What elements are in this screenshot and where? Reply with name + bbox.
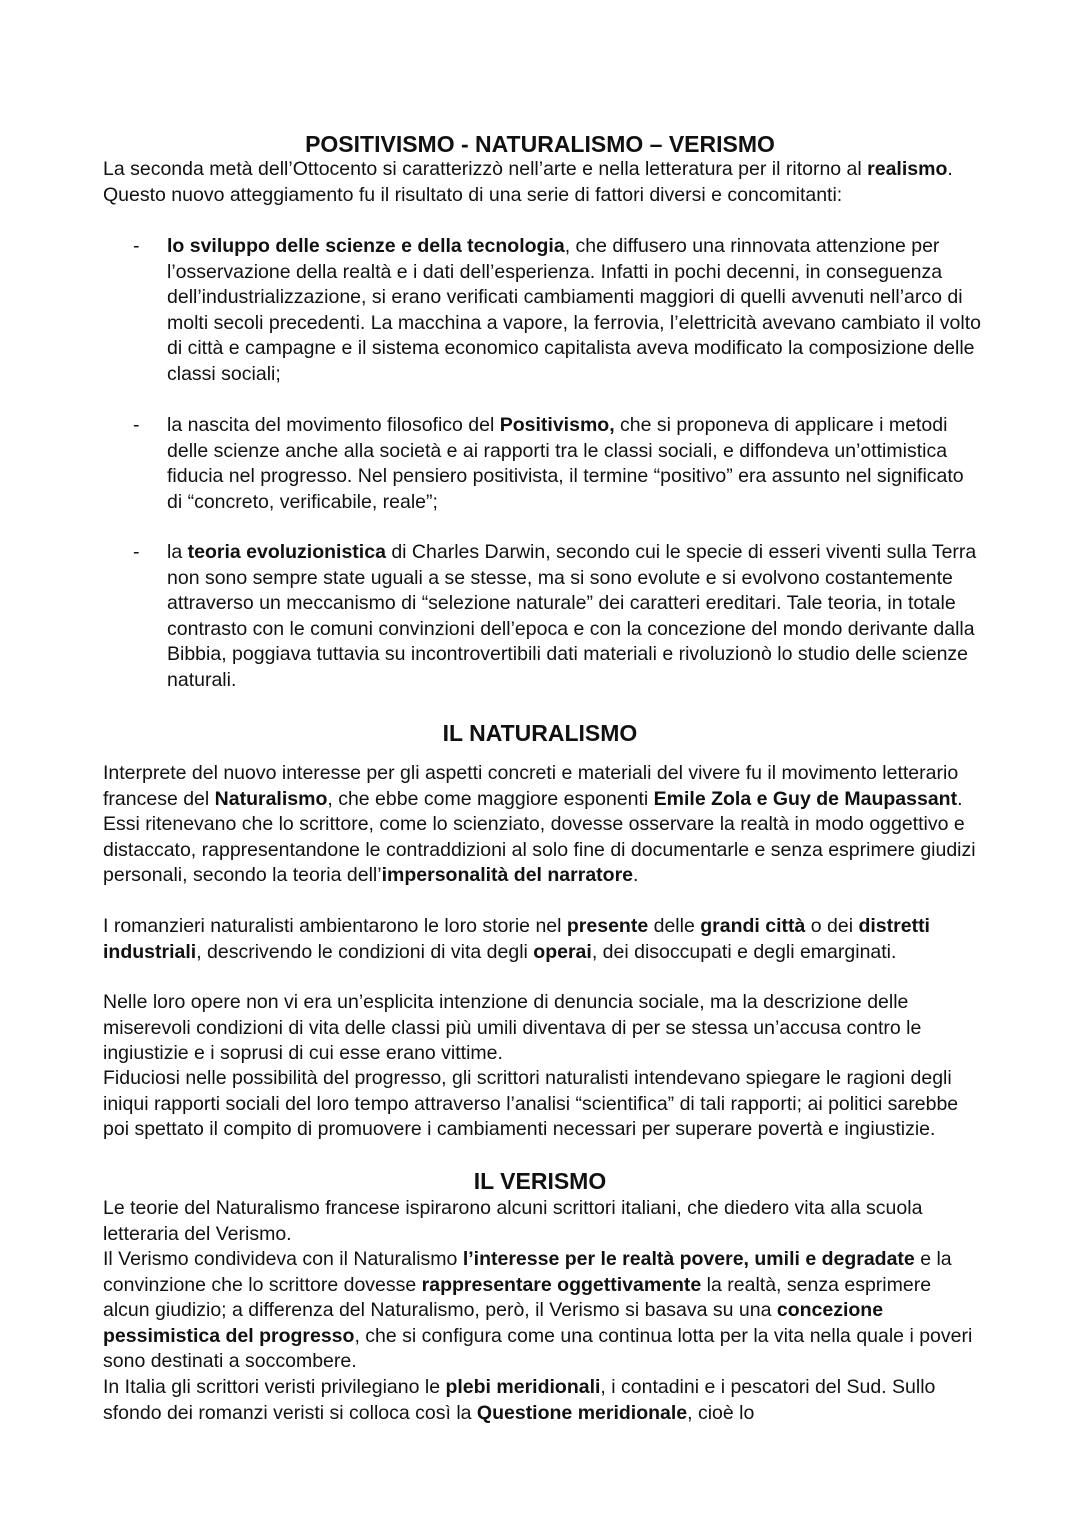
bullet-lead: la nascita del movimento filosofico del [167, 414, 500, 436]
naturalismo-paragraph-3: Nelle loro opere non vi era un’esplicita intenzione di denuncia sociale, ma la descrizione delle miserevoli condizioni di vita delle classi più umili diventava di per se stessa un’accusa contro le ingiustizie e i soprusi di cui esse erano vittime. [103, 991, 922, 1065]
bullet-text [167, 540, 983, 694]
text-run: , che ebbe come maggiore esponenti [327, 787, 654, 810]
bullet-body: di Charles Darwin, secondo cui le specie di esseri viventi sulla Terra non sono sempre state uguali a se stesse, ma si sono evolute e si evolvono costantemente attraverso un meccanismo di “selezione naturale” dei caratteri ereditari. Tale teoria, in totale contrasto con le comuni convinzioni dell’epoca e con la concezione del mondo derivante dalla Bibbia, poggiava tuttavia su incontrovertibili dati materiali e rivoluzionò lo studio delle scienze naturali. [167, 541, 977, 691]
bold-run: l’interesse per le realtà povere, umili e degradate [462, 1248, 915, 1270]
text-run: . Essi ritenevano che lo scrittore, come lo scienziato, dovesse osservare la realtà in modo oggettivo e distaccato, rappresentandone le contraddizioni al solo fine di documentarle e senza esprimere giudizi personali, secondo la teoria dell’ [103, 787, 976, 887]
bold-run: impersonalità del narratore [381, 864, 634, 887]
intro-text-2: . Questo nuovo atteggiamento fu il risultato di una serie di fattori diversi e concomitanti: [103, 158, 953, 206]
text-run: , che si configura come una continua lotta per la vita nella quale i poveri sono destinati a soccombere. [103, 1324, 973, 1373]
bold-run: concezione pessimistica del progresso [103, 1299, 884, 1347]
bullet-dash: - [133, 235, 140, 257]
text-run: , descrivendo le condizioni di vita degli [196, 940, 534, 963]
text-run: , dei disoccupati e degli emarginati. [591, 940, 897, 963]
text-run: Il Verismo condivideva con il Naturalismo [103, 1248, 463, 1270]
text-run: e la convinzione che lo scrittore dovesse [103, 1248, 952, 1296]
bold-run: presente [566, 915, 649, 937]
bold-run: Emile Zola e Guy de Maupassant [653, 787, 958, 810]
bullet-item-scienze [133, 234, 983, 388]
intro-paragraph [103, 157, 983, 208]
text-run: I romanzieri naturalisti ambientarono le loro storie nel [103, 915, 567, 937]
bullet-lead: la [167, 541, 188, 563]
section-heading-verismo: IL VERISMO [473, 1168, 607, 1194]
bullet-dash: - [133, 541, 140, 563]
section-heading-naturalismo: IL NATURALISMO [442, 720, 638, 746]
text-run: . [633, 864, 639, 887]
document-title: POSITIVISMO - NATURALISMO – VERISMO [305, 131, 775, 157]
naturalismo-paragraph-2 [103, 914, 983, 965]
text-run: Interprete del nuovo interesse per gli aspetti concreti e materiali del vivere fu il movimento letterario francese del [103, 762, 959, 810]
intro-bold-realismo: realismo [867, 158, 948, 180]
intro-text-1: La seconda metà dell’Ottocento si caratterizzò nell’arte e nella letteratura per il ritorno al [103, 158, 868, 180]
bold-run: operai [533, 940, 592, 963]
bullet-bold: Positivismo, [499, 414, 615, 436]
text-run: , cioè lo [687, 1401, 755, 1424]
text-run: In Italia gli scrittori veristi privilegiano le [103, 1376, 446, 1398]
bullet-item-positivismo [133, 413, 983, 515]
bullet-dash: - [133, 414, 140, 436]
naturalismo-paragraph-4: Fiduciosi nelle possibilità del progresso, gli scrittori naturalisti intendevano spiegare le ragioni degli iniqui rapporti sociali del loro tempo attraverso l’analisi “scientifica” di tali rapporti; ai politici sarebbe poi spettato il compito di promuovere i cambiamenti necessari per superare povertà e ingiustizie. [103, 1067, 959, 1141]
bullet-text [167, 413, 983, 515]
bold-run: Naturalismo [214, 787, 328, 810]
naturalismo-paragraph-1 [103, 761, 983, 889]
bullet-bold: teoria evoluzionistica [187, 541, 386, 563]
text-run: o dei [805, 915, 859, 937]
bold-run: Questione meridionale [476, 1401, 688, 1424]
bullet-body: , che diffusero una rinnovata attenzione per l’osservazione della realtà e i dati dell’esperienza. Infatti in pochi decenni, in conseguenza dell’industrializzazione, si erano verificati cambiamenti maggiori di quelli avvenuti nell’arco di molti secoli precedenti. La macchina a vapore, la ferrovia, l’elettricità avevano cambiato il volto di città e campagne e il sistema economico capitalista aveva modificato la composizione delle classi sociali; [167, 235, 981, 385]
text-run: la realtà, senza esprimere alcun giudizio; a differenza del Naturalismo, però, il Verismo si basava su una [103, 1273, 932, 1322]
bullet-item-darwin [133, 540, 983, 694]
bullet-bold: lo sviluppo delle scienze e della tecnologia [167, 235, 565, 257]
verismo-paragraph-3 [103, 1375, 983, 1426]
text-run: delle [648, 915, 701, 937]
bold-run: plebi meridionali [445, 1376, 601, 1398]
bullet-body: che si proponeva di applicare i metodi delle scienze anche alla società e ai rapporti tra le classi sociali, e diffondeva un’ottimistica fiducia nel progresso. Nel pensiero positivista, il termine “positivo” era assunto nel significato di “concreto, verificabile, reale”; [167, 414, 964, 513]
bold-run: rappresentare oggettivamente [421, 1273, 702, 1296]
verismo-paragraph-1: Le teorie del Naturalismo francese ispirarono alcuni scrittori italiani, che diedero vita alla scuola letteraria del Verismo. [103, 1197, 923, 1245]
bold-run: grandi città [700, 915, 806, 937]
verismo-paragraph-2 [103, 1247, 983, 1375]
bullet-text [167, 234, 983, 388]
text-run: , i contadini e i pescatori del Sud. Sullo sfondo dei romanzi veristi si colloca così la [103, 1376, 936, 1424]
bold-run: distretti industriali [103, 915, 930, 963]
